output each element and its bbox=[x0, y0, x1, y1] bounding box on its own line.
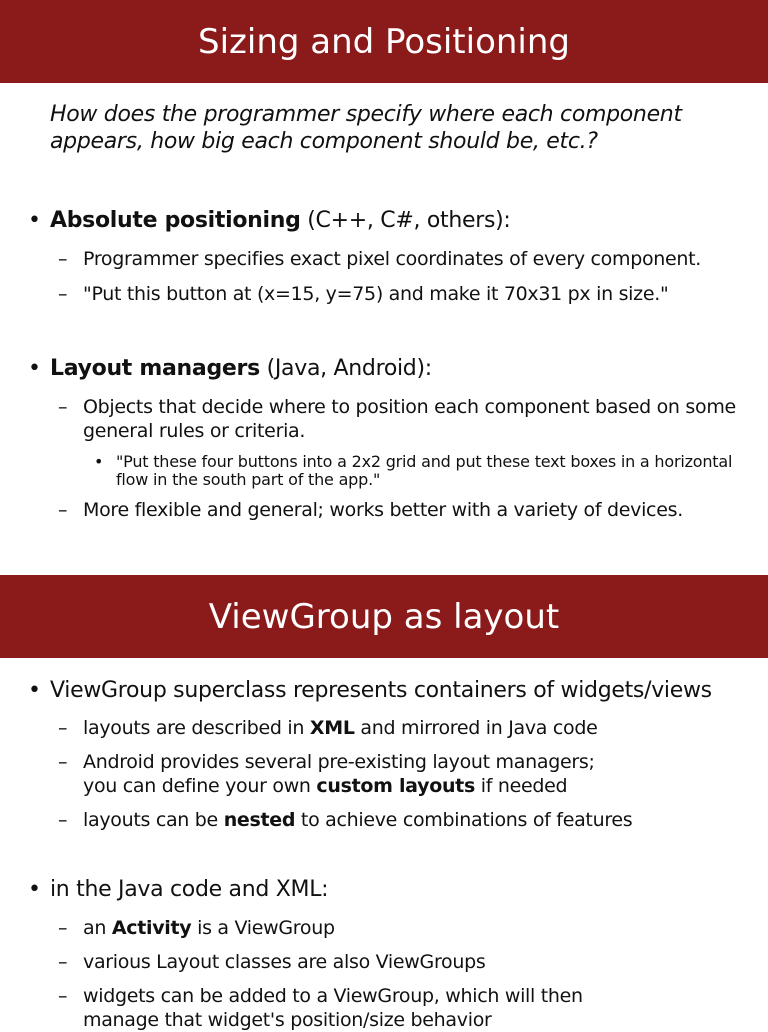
sub-sub-bullet-text: "Put these four buttons into a 2x2 grid and put these text boxes in a horizontal flow in the south part of the app." bbox=[116, 452, 733, 489]
bullet-glyph: • bbox=[28, 208, 41, 233]
slide-title: ViewGroup as layout bbox=[208, 596, 560, 637]
sub-bullet-text: More flexible and general; works better with a variety of devices. bbox=[83, 499, 683, 521]
sub-sub-bullet bbox=[94, 453, 744, 489]
sub-bullet bbox=[58, 950, 758, 974]
bullet-rest: (Java, Android): bbox=[259, 356, 432, 381]
intro-question: How does the programmer specify where each component appears, how big each component should be, etc.? bbox=[50, 102, 682, 154]
sub-bullet-text: Objects that decide where to position each component based on some general rules or criteria. bbox=[83, 396, 736, 442]
slide-title: Sizing and Positioning bbox=[198, 21, 570, 62]
bullet-term: Layout managers bbox=[50, 356, 260, 381]
sub-bullet bbox=[58, 716, 758, 740]
bullet-rest: (C++, C#, others): bbox=[300, 208, 511, 233]
dash-glyph: – bbox=[58, 809, 68, 831]
sub-bullet bbox=[58, 916, 758, 940]
sub-bullet-text: layouts are described in XML and mirrored in Java code bbox=[83, 717, 598, 739]
slide-title-banner bbox=[0, 0, 768, 83]
bullet-viewgroup-superclass bbox=[28, 677, 712, 704]
sub-bullet bbox=[58, 984, 758, 1032]
sub-bullet bbox=[58, 395, 758, 443]
bullet-absolute-positioning bbox=[28, 207, 511, 234]
slide-title-banner bbox=[0, 575, 768, 658]
dash-glyph: – bbox=[58, 917, 68, 939]
dash-glyph: – bbox=[58, 985, 68, 1007]
bullet-layout-managers bbox=[28, 355, 432, 382]
dash-glyph: – bbox=[58, 951, 68, 973]
sub-bullet-text: layouts can be nested to achieve combinations of features bbox=[83, 809, 633, 831]
dash-glyph: – bbox=[58, 499, 68, 521]
sub-bullet-text: Programmer specifies exact pixel coordinates of every component. bbox=[83, 248, 702, 270]
sub-bullet-text: an Activity is a ViewGroup bbox=[83, 917, 335, 939]
bullet-glyph: • bbox=[94, 452, 104, 471]
sub-bullet-text: various Layout classes are also ViewGroups bbox=[83, 951, 486, 973]
dash-glyph: – bbox=[58, 283, 68, 305]
bullet-glyph: • bbox=[28, 356, 41, 381]
sub-bullet bbox=[58, 498, 758, 522]
bullet-glyph: • bbox=[28, 877, 41, 902]
sub-bullet-text: Android provides several pre-existing layout managers; you can define your own custom layouts if needed bbox=[83, 751, 595, 797]
sub-bullet bbox=[58, 808, 758, 832]
bullet-glyph: • bbox=[28, 678, 41, 703]
sub-bullet-text: "Put this button at (x=15, y=75) and make it 70x31 px in size." bbox=[83, 283, 669, 305]
dash-glyph: – bbox=[58, 717, 68, 739]
bullet-text: ViewGroup superclass represents containers of widgets/views bbox=[50, 678, 712, 703]
sub-bullet-text: widgets can be added to a ViewGroup, which will then manage that widget's position/size behavior bbox=[83, 985, 583, 1031]
dash-glyph: – bbox=[58, 396, 68, 418]
bullet-text: in the Java code and XML: bbox=[50, 877, 329, 902]
dash-glyph: – bbox=[58, 248, 68, 270]
sub-bullet bbox=[58, 750, 758, 798]
dash-glyph: – bbox=[58, 751, 68, 773]
sub-bullet bbox=[58, 247, 758, 271]
bullet-java-xml bbox=[28, 876, 328, 903]
sub-bullet bbox=[58, 282, 758, 306]
bullet-term: Absolute positioning bbox=[50, 208, 301, 233]
